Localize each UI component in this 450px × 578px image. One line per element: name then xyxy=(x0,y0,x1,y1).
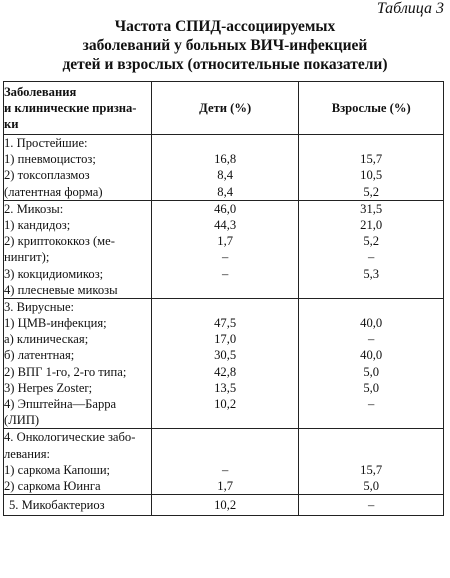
header-row xyxy=(4,82,444,135)
cell-line: б) латентная; xyxy=(4,348,75,363)
table-row xyxy=(4,135,444,201)
cell-line: 1,7 xyxy=(217,478,234,493)
cell-line: 42,8 xyxy=(214,364,237,379)
cell-line: – xyxy=(368,397,375,411)
cell-line: – xyxy=(222,462,229,477)
cell-line: 4) плесневые микозы xyxy=(4,282,118,297)
cell-line: 5,2 xyxy=(363,234,380,249)
children-cell xyxy=(151,135,298,201)
cell-line: 10,2 xyxy=(214,397,237,411)
cell-line: 2. Микозы: xyxy=(4,201,64,216)
table-row xyxy=(4,429,444,495)
cell-line: 46,0 xyxy=(214,201,237,216)
cell-line: 47,5 xyxy=(214,316,237,331)
children-cell xyxy=(151,200,298,298)
cell-line: нингит); xyxy=(4,250,50,265)
header-adults: Взрослые (%) xyxy=(299,82,444,135)
cell-line: 3) кокцидиомикоз; xyxy=(4,266,104,281)
cell-line xyxy=(152,412,298,428)
cell-line: 2) криптококкоз (ме- xyxy=(4,234,115,249)
disease-cell xyxy=(4,200,152,298)
title-line: детей и взрослых (относительные показатели) xyxy=(62,56,388,73)
cell-line xyxy=(152,299,298,315)
children-cell xyxy=(151,429,298,495)
children-cell: 10,2 xyxy=(151,495,298,516)
disease-cell xyxy=(4,298,152,429)
cell-line: 1,7 xyxy=(217,234,234,249)
cell-line: 5,2 xyxy=(363,184,380,199)
cell-line xyxy=(299,429,443,445)
header-disease xyxy=(4,82,152,135)
cell-line: (ЛИП) xyxy=(4,413,40,428)
cell-line: – xyxy=(368,250,375,265)
cell-line: 4) Эпштейна—Барра xyxy=(4,397,117,411)
cell-line: 40,0 xyxy=(360,316,383,331)
cell-line: 2) ВПГ 1-го, 2-го типа; xyxy=(4,364,127,379)
cell-line: 1. Простейшие: xyxy=(4,136,88,150)
cell-line: – xyxy=(222,250,229,265)
cell-line: 10,5 xyxy=(360,168,383,183)
table-body xyxy=(4,135,444,495)
table-number: Таблица 3 xyxy=(376,0,444,17)
cell-line xyxy=(299,135,443,151)
data-table xyxy=(3,81,444,516)
cell-line: 3) Herpes Zoster; xyxy=(4,380,93,395)
cell-line xyxy=(299,282,443,298)
cell-line: 4. Онкологические забо- xyxy=(4,430,136,445)
cell-line xyxy=(299,412,443,428)
cell-line: 16,8 xyxy=(214,152,237,167)
cell-line: левания: xyxy=(4,446,51,461)
adults-cell xyxy=(299,298,444,429)
cell-line: 1) кандидоз; xyxy=(4,217,71,232)
cell-line: 30,5 xyxy=(214,348,237,363)
table-row xyxy=(4,298,444,429)
cell-line: 2) саркома Юинга xyxy=(4,478,101,493)
cell-line: 44,3 xyxy=(214,217,237,232)
cell-line: (латентная форма) xyxy=(4,184,103,199)
cell-line: 21,0 xyxy=(360,217,383,232)
cell-line xyxy=(152,135,298,151)
cell-line: 15,7 xyxy=(360,152,383,167)
header-children: Дети (%) xyxy=(151,82,298,135)
cell-line: 3. Вирусные: xyxy=(4,299,75,314)
cell-line xyxy=(152,446,298,462)
adults-cell: – xyxy=(299,495,444,516)
cell-line: 5,0 xyxy=(363,380,380,395)
cell-line: – xyxy=(368,332,375,347)
cell-line: 31,5 xyxy=(360,201,383,216)
cell-line: а) клиническая; xyxy=(4,332,89,347)
disease-cell: 5. Микобактериоз xyxy=(4,495,152,516)
cell-line: 17,0 xyxy=(214,332,237,347)
adults-cell xyxy=(299,429,444,495)
cell-line: 15,7 xyxy=(360,462,383,477)
title-line: Частота СПИД-ассоциируемых xyxy=(114,18,336,35)
table-row xyxy=(4,200,444,298)
table-title xyxy=(0,17,450,74)
header-disease-line: Заболевания xyxy=(4,84,77,99)
children-cell xyxy=(151,298,298,429)
cell-line: 5,0 xyxy=(363,364,380,379)
header-disease-line: и клинические призна- xyxy=(4,100,137,115)
cell-line: 40,0 xyxy=(360,348,383,363)
table-row-mycobacteriosis xyxy=(4,495,444,516)
cell-line: 1) пневмоцистоз; xyxy=(4,152,96,167)
cell-line: 1) ЦМВ-инфекция; xyxy=(4,316,107,331)
adults-cell xyxy=(299,135,444,201)
adults-cell xyxy=(299,200,444,298)
cell-line: 5,0 xyxy=(363,478,380,493)
title-line: заболеваний у больных ВИЧ-инфекцией xyxy=(82,37,368,54)
disease-cell xyxy=(4,135,152,201)
cell-line: 8,4 xyxy=(217,184,234,199)
cell-line: 5,3 xyxy=(363,266,380,281)
cell-line: 2) токсоплазмоз xyxy=(4,168,90,183)
cell-line: – xyxy=(222,266,229,281)
cell-line: 13,5 xyxy=(214,380,237,395)
disease-cell xyxy=(4,429,152,495)
header-disease-line: ки xyxy=(4,117,19,132)
cell-line xyxy=(299,446,443,462)
cell-line xyxy=(152,429,298,445)
cell-line xyxy=(152,282,298,298)
cell-line xyxy=(299,299,443,315)
cell-line: 8,4 xyxy=(217,168,234,183)
cell-line: 1) саркома Капоши; xyxy=(4,462,111,477)
